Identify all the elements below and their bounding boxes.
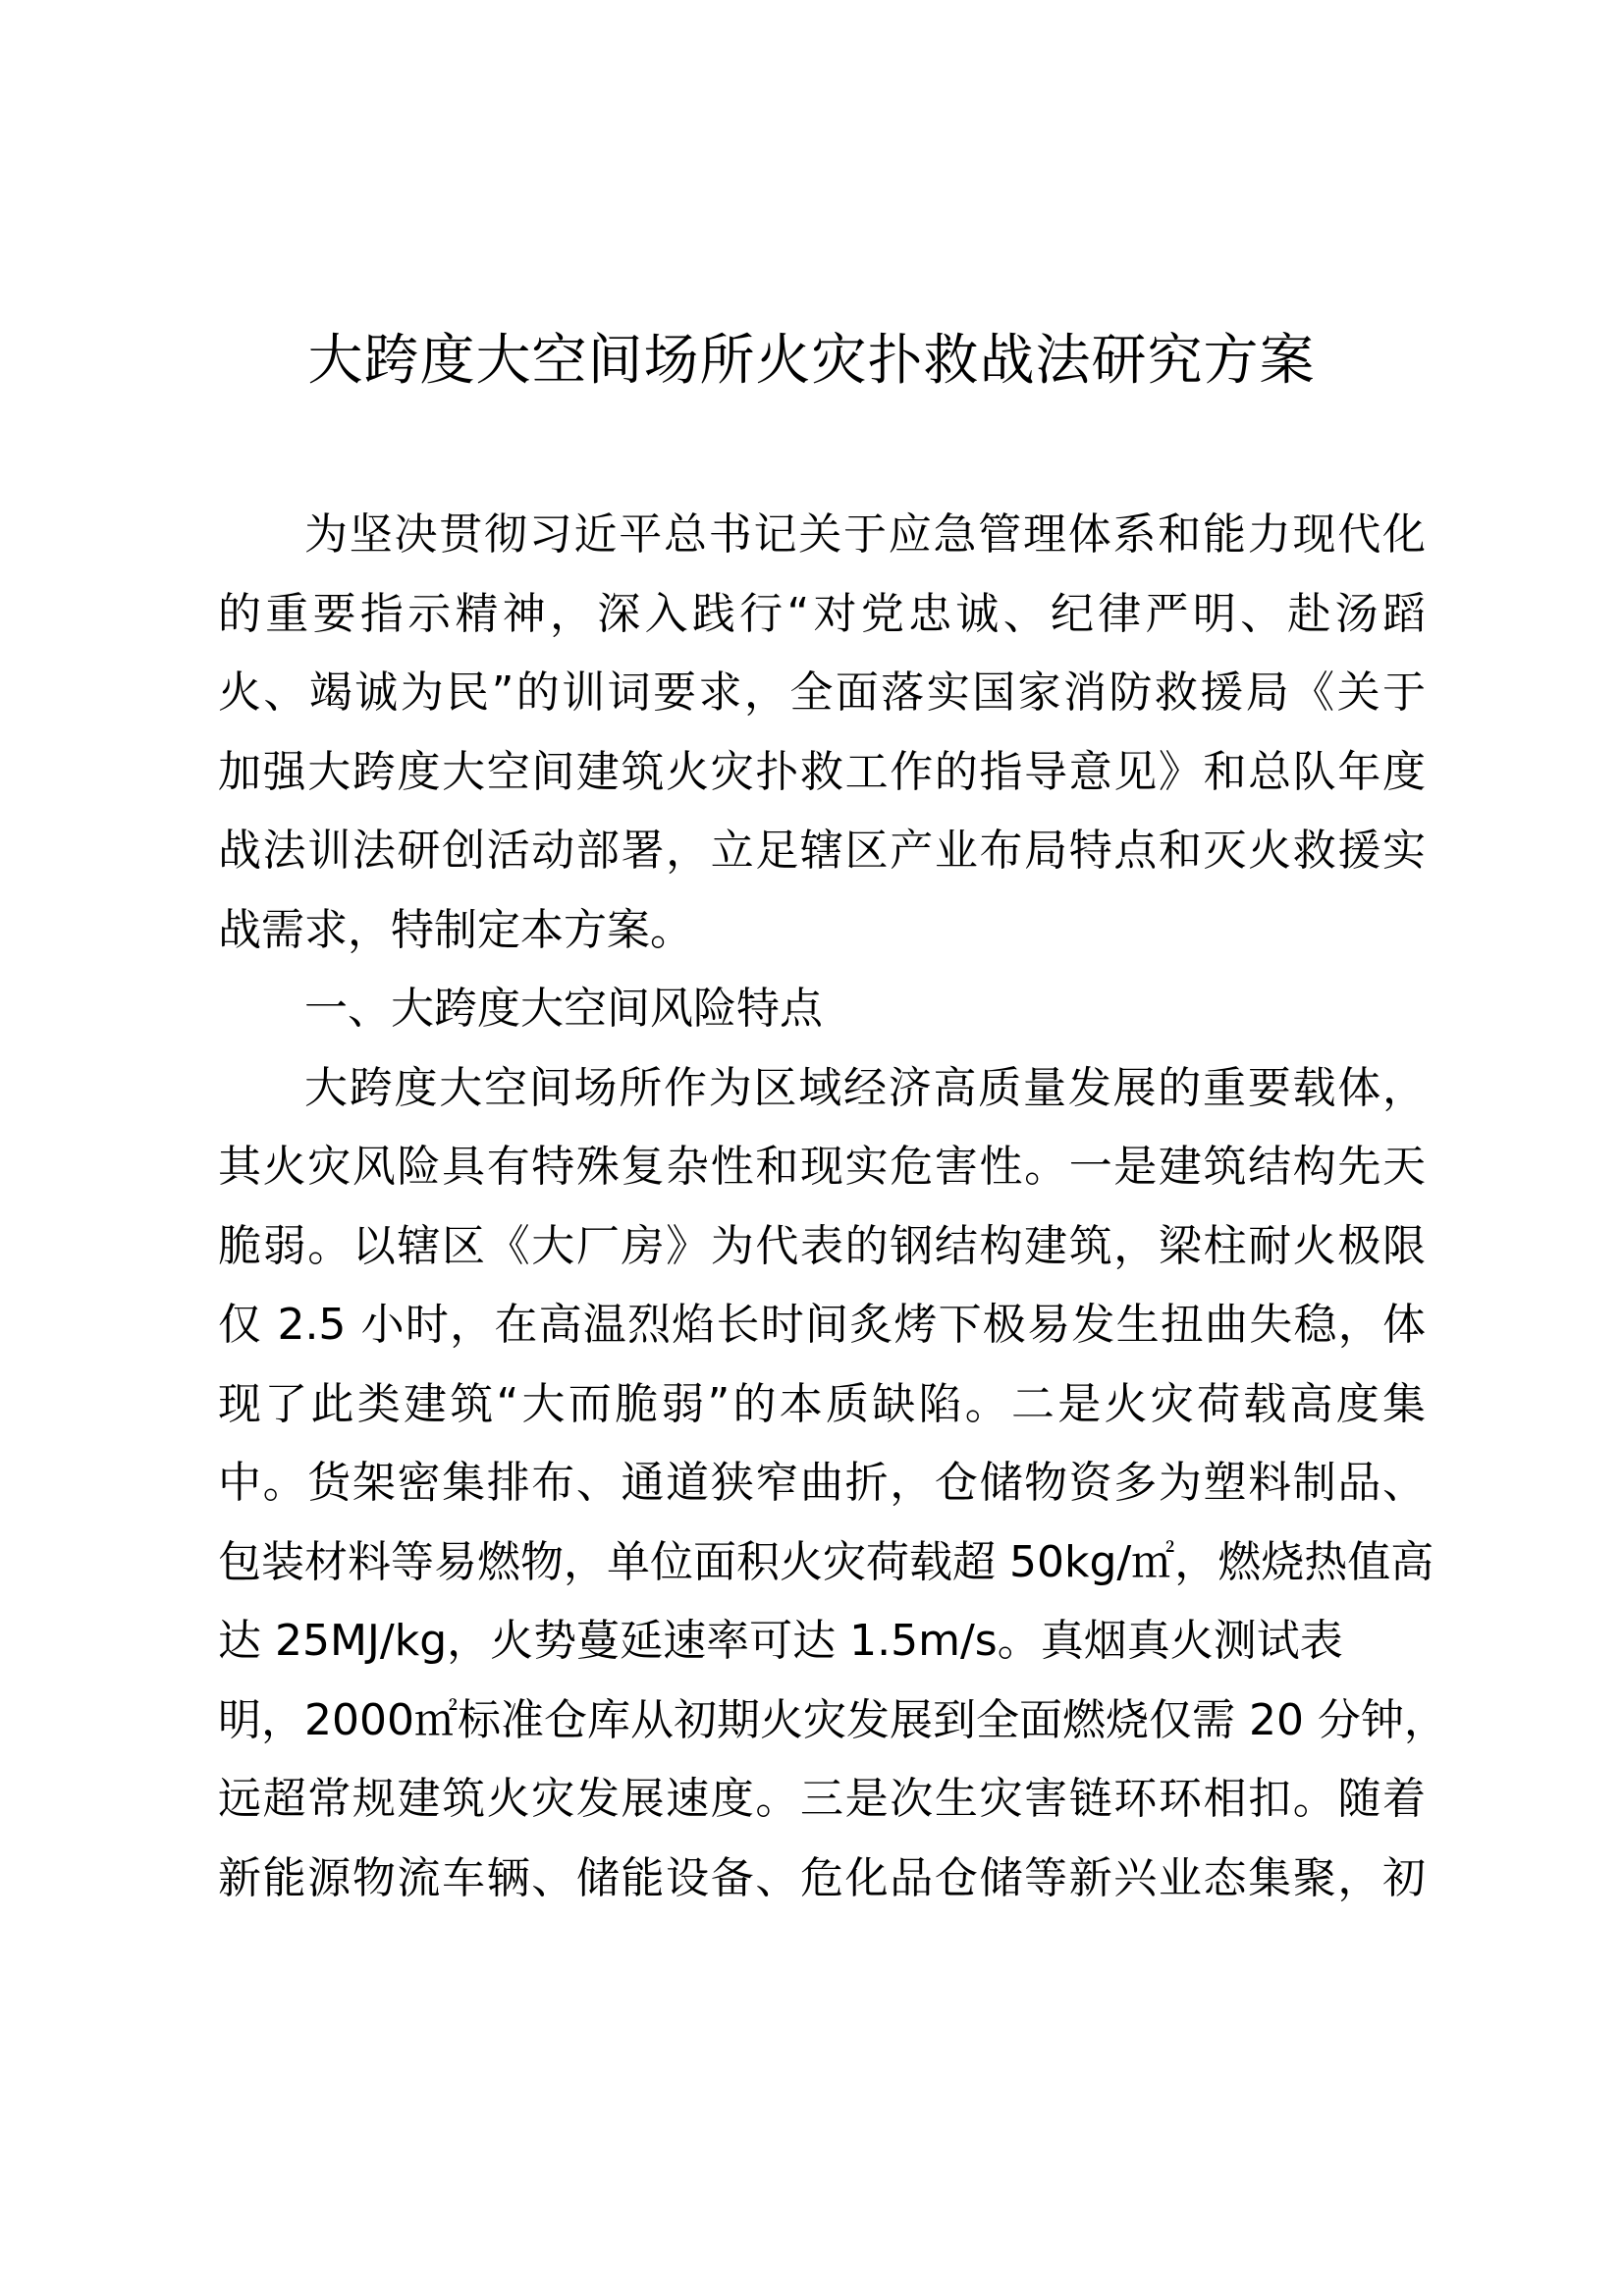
text-line: 大跨度大空间场所作为区域经济高质量发展的重要载体， xyxy=(304,1062,1426,1113)
text-line: 火、竭诚为民”的训词要求，全面落实国家消防救援局《关于 xyxy=(218,667,1426,718)
text-line: 包装材料等易燃物，单位面积火灾荷载超 50kg/㎡，燃烧热值高 xyxy=(218,1536,1434,1587)
document-body xyxy=(218,496,1447,1918)
document-title: 大跨度大空间场所火灾扑救战法研究方案 xyxy=(307,329,1316,393)
text-line: 脆弱。以辖区《大厂房》为代表的钢结构建筑，梁柱耐火极限 xyxy=(218,1220,1426,1271)
intro-paragraph xyxy=(218,496,1426,970)
text-line: 为坚决贯彻习近平总书记关于应急管理体系和能力现代化 xyxy=(304,509,1426,560)
text-line: 加强大跨度大空间建筑火灾扑救工作的指导意见》和总队年度 xyxy=(218,746,1426,797)
text-line: 远超常规建筑火灾发展速度。三是次生灾害链环环相扣。随着 xyxy=(218,1774,1426,1824)
text-line: 中。货架密集排布、通道狭窄曲折，仓储物资多为塑料制品、 xyxy=(218,1458,1426,1508)
text-line: 达 25MJ/kg，火势蔓延速率可达 1.5m/s。真烟真火测试表 xyxy=(218,1616,1343,1666)
text-line: 明，2000㎡标准仓库从初期火灾发展到全面燃烧仅需 20 分钟， xyxy=(218,1694,1447,1745)
text-line: 新能源物流车辆、储能设备、危化品仓储等新兴业态集聚，初 xyxy=(218,1852,1426,1903)
text-line: 仅 2.5 小时，在高温烈焰长时间炙烤下极易发生扭曲失稳，体 xyxy=(218,1300,1426,1350)
section-1-paragraph xyxy=(218,1049,1447,1919)
text-line: 现了此类建筑“大而脆弱”的本质缺陷。二是火灾荷载高度集 xyxy=(218,1378,1426,1429)
text-line: 其火灾风险具有特殊复杂性和现实危害性。一是建筑结构先天 xyxy=(218,1142,1426,1192)
section-heading: 一、大跨度大空间风险特点 xyxy=(304,984,823,1034)
text-line: 的重要指示精神，深入践行“对党忠诚、纪律严明、赴汤蹈 xyxy=(218,588,1426,639)
text-line: 战需求，特制定本方案。 xyxy=(218,904,693,955)
text-line: 战法训法研创活动部署，立足辖区产业布局特点和灭火救援实 xyxy=(218,826,1426,876)
